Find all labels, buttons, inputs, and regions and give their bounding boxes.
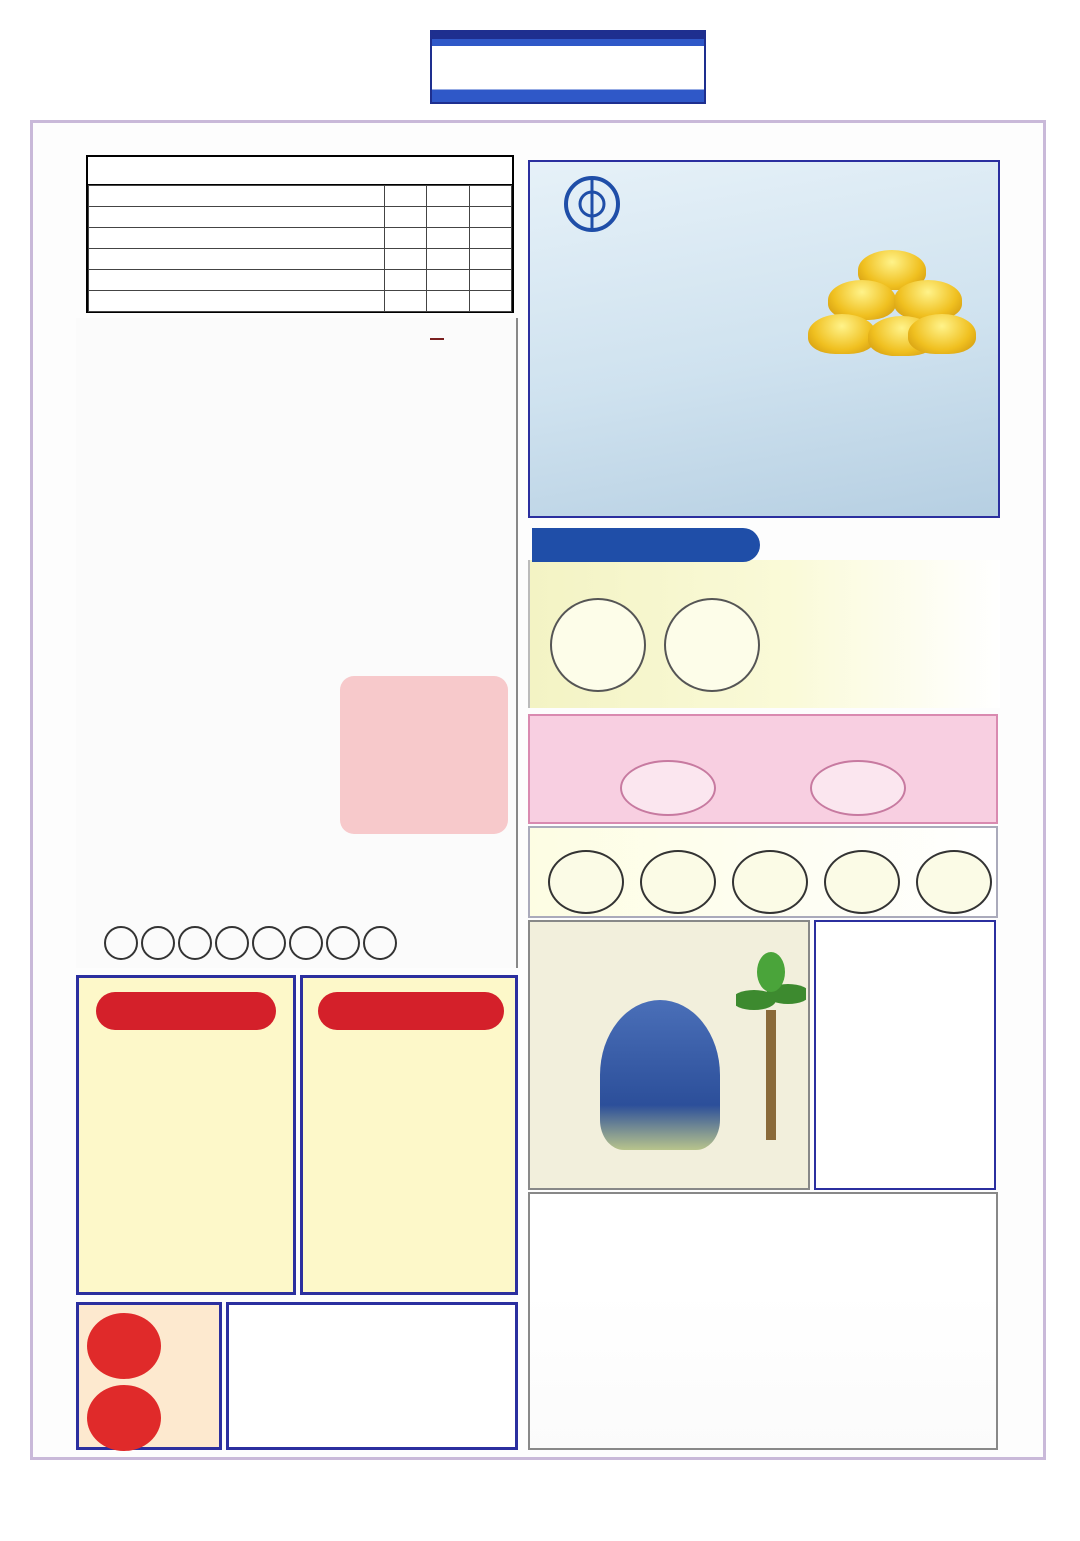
top-border-band [34,122,1042,150]
selected-number [141,926,175,960]
lucky-zodiac-panel [528,714,998,824]
banana-tree-image [736,950,806,1140]
meeting-panel [76,318,518,968]
star-decode-panel [528,1192,998,1450]
table-row [89,270,512,291]
selected-number [215,926,249,960]
table-cell [385,207,427,228]
count-ball [87,1313,161,1379]
count-panel [76,1302,222,1450]
monkey-icon [810,760,906,816]
table-cell [385,291,427,312]
pick-numbers [548,850,992,914]
right-border-band [1012,150,1042,1450]
table-grid [88,185,512,312]
count-ball [87,1385,161,1451]
table-row [89,291,512,312]
gold-ingots-image [808,250,976,370]
table-cell [469,291,511,312]
table-cell [469,207,511,228]
secret-picture [340,676,508,834]
sage-figure-image [600,1000,720,1150]
selected-number [252,926,286,960]
table-cell [89,228,385,249]
table-cell [427,228,469,249]
table-cell [89,270,385,291]
selected-number [289,926,323,960]
table-cell [89,291,385,312]
selected-numbers [104,926,397,960]
pick-number [824,850,900,914]
table-cell [385,249,427,270]
strength-table [86,155,514,313]
ox-icon [620,760,716,816]
selected-number [178,926,212,960]
table-header [89,186,385,207]
special-code-title [96,992,276,1030]
table-row [89,249,512,270]
table-cell [469,249,511,270]
table-header [427,186,469,207]
table-cell [385,228,427,249]
left-border-band [32,150,62,1450]
table-cell [427,249,469,270]
selected-number [326,926,360,960]
table-row [89,228,512,249]
pick-number [732,850,808,914]
table-cell [469,228,511,249]
table-header [469,186,511,207]
table-row [89,207,512,228]
pick-number [548,850,624,914]
table-cell [427,270,469,291]
today-special-cell [664,598,760,692]
pick-number [640,850,716,914]
today-special-title [532,528,760,562]
selected-number [104,926,138,960]
table-cell [89,207,385,228]
table-cell [427,207,469,228]
horse-club-logo-icon [562,174,622,234]
zodiac-poem-title [318,992,504,1030]
today-special-cell [550,598,646,692]
logo-banner [430,30,706,104]
table-cell [469,270,511,291]
selected-number [363,926,397,960]
table-header [385,186,427,207]
table-cell [427,291,469,312]
table-cell [385,270,427,291]
lottery-ball-pile [540,388,690,508]
one-word-panel [814,920,996,1190]
pick-number [916,850,992,914]
gold-tip-panel [226,1302,518,1450]
table-cell [89,249,385,270]
secret-tag [430,338,444,340]
table-title [88,157,512,185]
